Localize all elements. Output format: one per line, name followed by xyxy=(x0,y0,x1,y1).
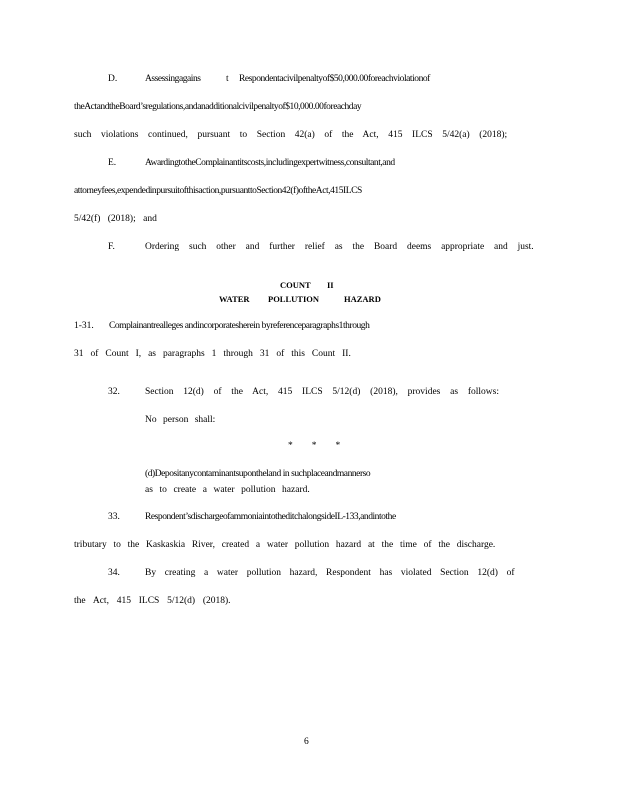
para-1-31-line1: Complainantrealleges andincorporatesherein byreferenceparagraphs1through xyxy=(109,321,370,331)
item-d-line1-part2: t xyxy=(226,74,229,84)
para-1-31-line2: 31 of Count I, as paragraphs 1 through 31 of this Count II. xyxy=(74,349,351,359)
item-e-line3: 5/42(f) (2018); and xyxy=(74,214,157,224)
para-32-quote-line2: as to create a water pollution hazard. xyxy=(145,485,310,495)
item-f-label: F. xyxy=(108,242,115,252)
para-32-asterisks: * * * xyxy=(288,441,341,451)
para-32-number: 32. xyxy=(108,387,120,397)
item-d-label: D. xyxy=(108,74,118,84)
para-34-line1: By creating a water pollution hazard, Respondent has violated Section 12(d) of xyxy=(145,568,515,578)
para-34-number: 34. xyxy=(108,568,120,578)
count-heading-count: COUNT xyxy=(280,280,311,290)
item-d-line2: theActandtheBoard’sregulations,andanadditionalcivilpenaltyof$10,000.00foreachday xyxy=(74,102,362,112)
para-33-line1: Respondent’sdischargeofammoniaintotheditchalongsideIL-133,andintothe xyxy=(145,512,396,522)
item-d-line1-part1: Assessingagains xyxy=(145,74,201,84)
para-32-quote-intro: No person shall: xyxy=(145,415,216,425)
item-e-label: E. xyxy=(108,158,117,168)
count-heading-hazard: HAZARD xyxy=(344,294,381,304)
para-32-line1: Section 12(d) of the Act, 415 ILCS 5/12(d) (2018), provides as follows: xyxy=(145,387,499,397)
count-heading-pollution: POLLUTION xyxy=(268,294,320,304)
para-1-31-number: 1-31. xyxy=(74,321,94,331)
page-number: 6 xyxy=(304,737,309,747)
item-e-line2: attorneyfees,expendedinpursuitofthisaction,pursuanttoSection42(f)oftheAct,415ILCS xyxy=(74,186,362,196)
item-f-line1: Ordering such other and further relief as the Board deems appropriate and just. xyxy=(145,242,534,252)
item-d-line3: such violations continued, pursuant to Section 42(a) of the Act, 415 ILCS 5/42(a) (2018); xyxy=(74,130,508,140)
para-32-quote-line1: (d)Depositanycontaminantsupontheland in suchplaceandmannerso xyxy=(145,469,371,479)
para-33-number: 33. xyxy=(108,512,120,522)
item-e-line1: AwardingtotheComplainantitscosts,includingexpertwitness,consultant,and xyxy=(145,158,395,168)
count-heading-numeral: II xyxy=(327,280,334,290)
item-d-line1-part3: Respondentacivilpenaltyof$50,000.00foreachviolationof xyxy=(239,74,430,84)
para-33-line2: tributary to the Kaskaskia River, created a water pollution hazard at the time of the discharge. xyxy=(74,540,496,550)
para-34-line2: the Act, 415 ILCS 5/12(d) (2018). xyxy=(74,596,231,606)
count-heading-water: WATER xyxy=(219,294,250,304)
